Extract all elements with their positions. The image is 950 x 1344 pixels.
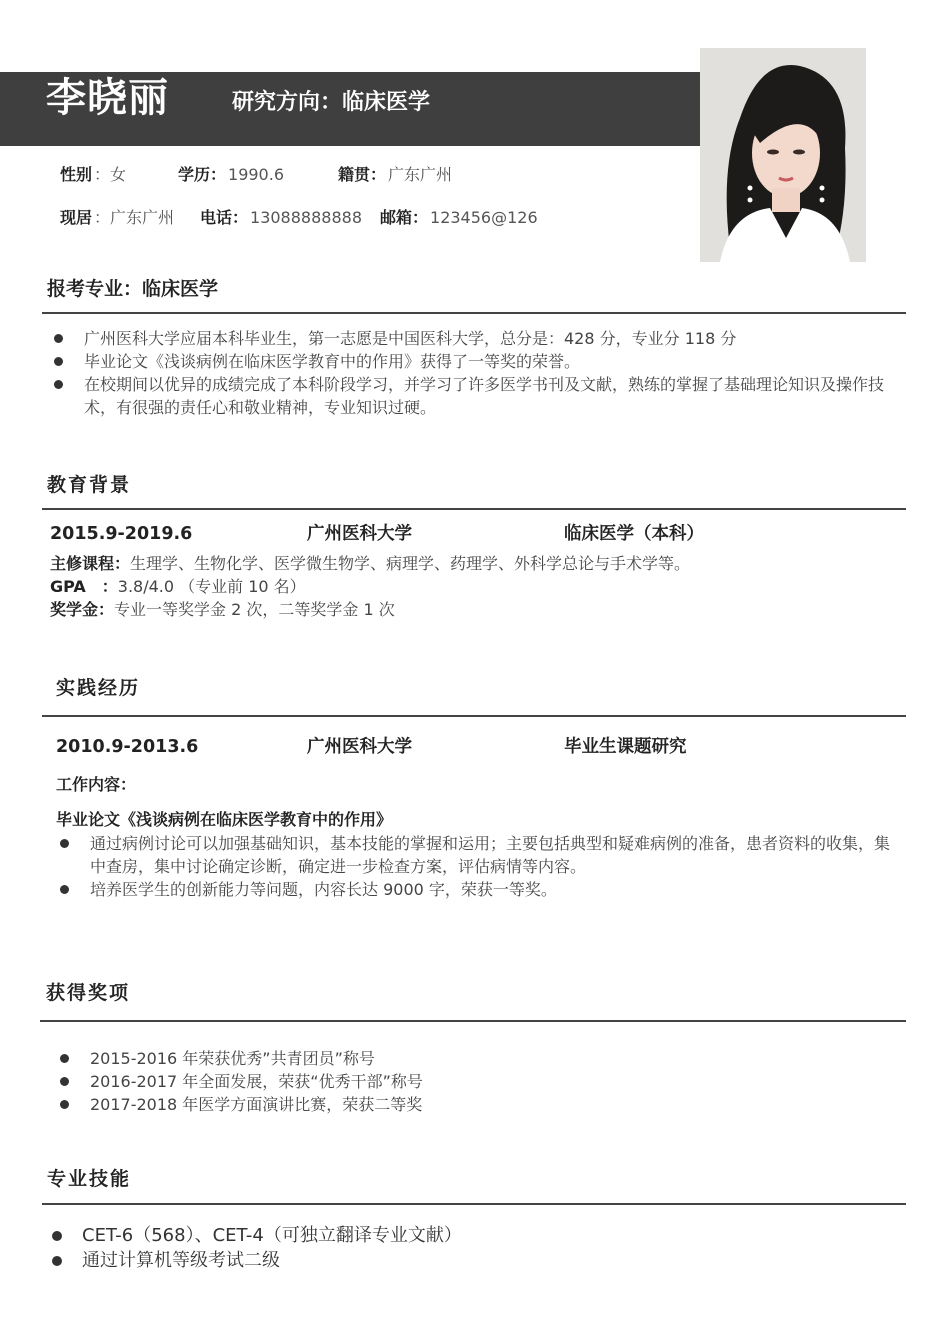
- gpa-value: 3.8/4.0 （专业前 10 名）: [117, 577, 306, 596]
- list-item: 通过计算机等级考试二级: [46, 1248, 896, 1273]
- awards-divider: [40, 1020, 906, 1022]
- info-phone: [200, 207, 362, 229]
- hometown-value: 广东广州: [388, 165, 453, 184]
- practice-role: 毕业生课题研究: [564, 737, 687, 757]
- courses-label: 主修课程：: [50, 554, 131, 573]
- hometown-label: 籍贯：: [338, 165, 387, 184]
- skills-divider: [42, 1203, 906, 1205]
- education-period: 2015.9-2019.6: [50, 524, 193, 544]
- education-value: 1990.6: [228, 165, 284, 184]
- research-direction: 研究方向：临床医学: [232, 90, 431, 115]
- courses-value: 生理学、生物化学、医学微生物学、病理学、药理学、外科学总论与手术学等。: [130, 554, 691, 573]
- practice-period: 2010.9-2013.6: [56, 737, 199, 757]
- work-content-label: 工作内容：: [56, 775, 137, 794]
- major-divider: [42, 312, 906, 314]
- awards-section-title: 获得奖项: [46, 982, 131, 1004]
- candidate-name: 李晓丽: [46, 75, 169, 121]
- education-gpa: [50, 576, 306, 598]
- gender-label: 性别: [60, 165, 93, 184]
- education-label: 学历：: [178, 165, 227, 184]
- major-section-title: 报考专业：临床医学: [47, 278, 219, 300]
- education-school: 广州医科大学: [307, 524, 412, 544]
- skills-list: [46, 1223, 896, 1273]
- gpa-label: GPA ：: [50, 577, 118, 596]
- info-email: [380, 207, 538, 229]
- paper-title: 毕业论文《浅谈病例在临床医学教育中的作用》: [56, 810, 393, 829]
- practice-divider: [42, 715, 906, 717]
- list-item: CET-6（568）、CET-4（可独立翻译专业文献）: [46, 1223, 896, 1248]
- info-education: [178, 164, 284, 186]
- phone-label: 电话：: [200, 208, 249, 227]
- education-scholarship: [50, 599, 395, 621]
- email-label: 邮箱：: [380, 208, 429, 227]
- phone-value: 13088888888: [250, 208, 362, 227]
- practice-section-title: 实践经历: [56, 677, 141, 699]
- education-courses: [50, 553, 690, 575]
- major-list: [48, 327, 898, 419]
- list-item: 广州医科大学应届本科毕业生，第一志愿是中国医科大学，总分是：428 分，专业分 118 分: [48, 327, 898, 350]
- scholarship-label: 奖学金：: [50, 600, 115, 619]
- scholarship-value: 专业一等奖学金 2 次，二等奖学金 1 次: [114, 600, 395, 619]
- profile-photo: [700, 48, 866, 262]
- awards-list: [54, 1047, 904, 1116]
- practice-list: [54, 832, 904, 901]
- list-item: 毕业论文《浅谈病例在临床医学教育中的作用》获得了一等奖的荣誉。: [48, 350, 898, 373]
- practice-org: 广州医科大学: [307, 737, 412, 757]
- skills-section-title: 专业技能: [47, 1168, 132, 1190]
- residence-label: 现居: [60, 208, 93, 227]
- info-gender: 性别 ：女: [60, 165, 127, 184]
- education-divider: [42, 508, 906, 510]
- residence-value: 广东广州: [110, 208, 175, 227]
- education-section-title: 教育背景: [47, 474, 132, 496]
- list-item: 通过病例讨论可以加强基础知识，基本技能的掌握和运用；主要包括典型和疑难病例的准备，患者资料的收集，集中查房，集中讨论确定诊断，确定进一步检查方案，评估病情等内容。: [54, 832, 904, 878]
- list-item: 2017-2018 年医学方面演讲比赛，荣获二等奖: [54, 1093, 904, 1116]
- info-hometown: [338, 164, 452, 186]
- list-item: 2016-2017 年全面发展，荣获“优秀干部”称号: [54, 1070, 904, 1093]
- info-residence: 现居 ：广东广州: [60, 208, 175, 227]
- email-value: 123456@126: [430, 208, 538, 227]
- education-degree: 临床医学（本科）: [564, 524, 704, 544]
- list-item: 2015-2016 年荣获优秀”共青团员”称号: [54, 1047, 904, 1070]
- list-item: 在校期间以优异的成绩完成了本科阶段学习，并学习了许多医学书刊及文献，熟练的掌握了基础理论知识及操作技术，有很强的责任心和敬业精神，专业知识过硬。: [48, 373, 898, 419]
- list-item: 培养医学生的创新能力等问题，内容长达 9000 字，荣获一等奖。: [54, 878, 904, 901]
- gender-value: 女: [110, 165, 127, 184]
